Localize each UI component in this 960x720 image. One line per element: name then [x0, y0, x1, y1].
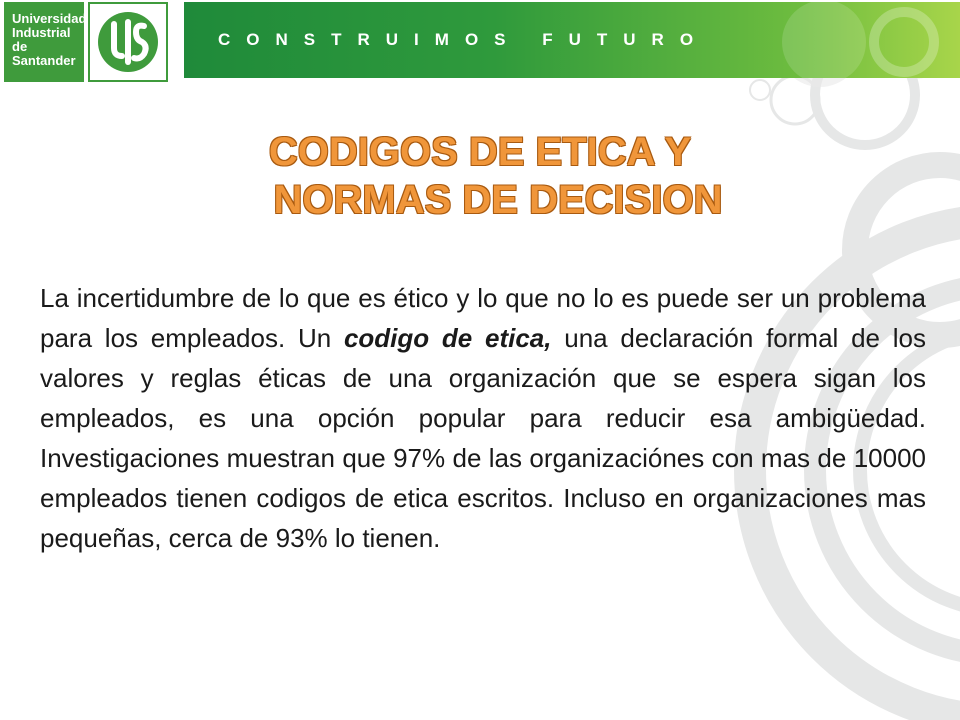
- body-emphasis: codigo de etica,: [343, 323, 552, 353]
- university-name-line-2: Industrial de: [12, 25, 71, 54]
- header-banner: [184, 2, 960, 78]
- university-logo: [4, 2, 87, 82]
- title-line-2: NORMAS DE DECISION: [273, 178, 723, 222]
- slogan-text: CONSTRUIMOS FUTURO: [218, 30, 710, 49]
- university-name-line-1: Universidad: [12, 11, 87, 26]
- slide-title: [200, 128, 760, 224]
- title-line-1: CODIGOS DE ETICA Y: [268, 130, 692, 174]
- body-paragraph: [40, 278, 926, 558]
- body-text-part-2: una declaración formal de los valores y reglas éticas de una organización que se espera sigan los empleados, es una opción popular para reducir esa ambigüedad. Investigaciones muestran que 97% de las organizaciónes con mas de 10000 empleados tienen codigos de etica escritos. Incluso en organizaciones mas pequeñas, cerca de 93% lo tienen.: [40, 323, 926, 553]
- uis-monogram-icon: [90, 4, 166, 80]
- university-name-line-3: Santander: [12, 53, 76, 68]
- body-text-part-1: La incertidumbre de lo que es ético y lo que no lo es puede ser un problema para los empleados. Un: [40, 283, 926, 353]
- uis-monogram-logo: [88, 2, 168, 82]
